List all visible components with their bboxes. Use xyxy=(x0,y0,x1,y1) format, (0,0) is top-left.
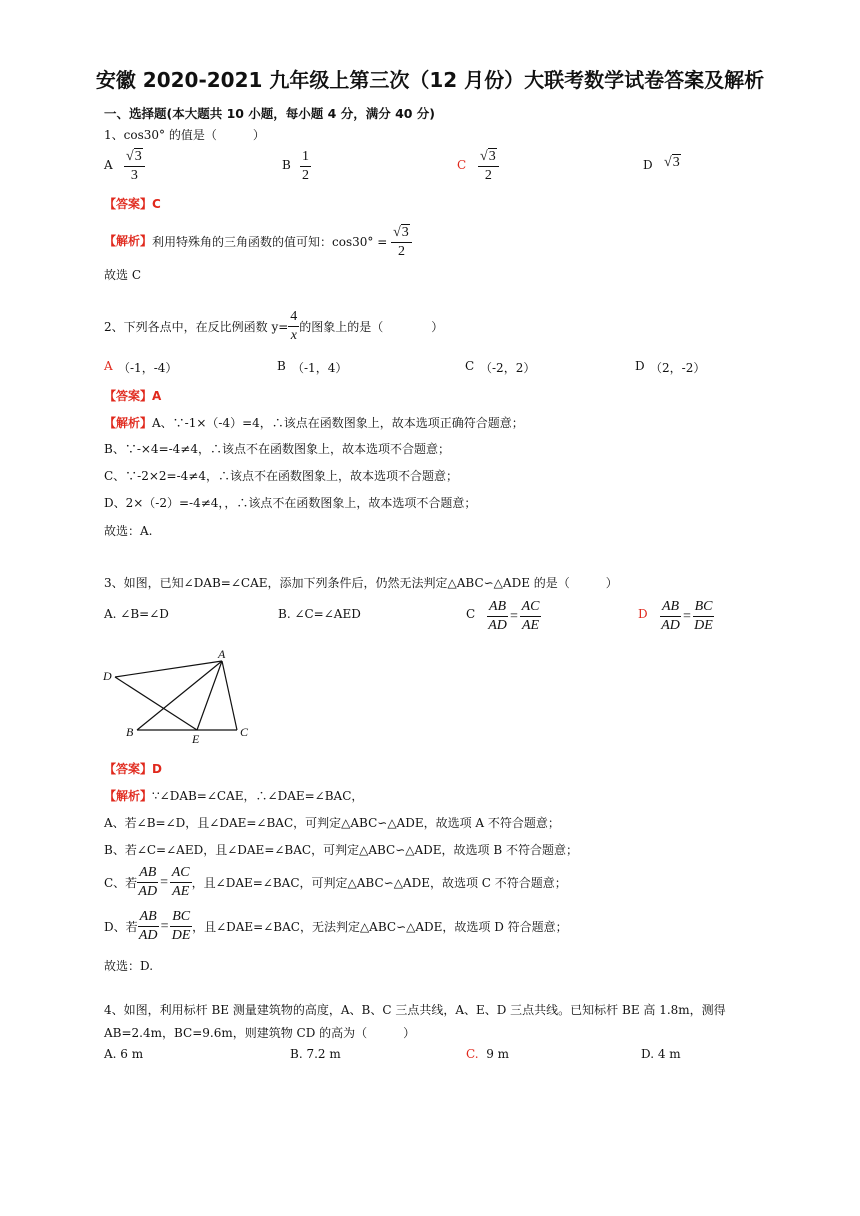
q2-analysis-a: 【解析】A、∵-1×（-4）=4，∴该点在函数图象上，故本选项正确符合题意； xyxy=(104,416,524,430)
q3-option-a: A. ∠B=∠D xyxy=(104,607,169,621)
q1-option-c-value: $\frac{√3}{2}$ xyxy=(478,148,499,183)
q1-option-b-label: B xyxy=(282,158,291,172)
q1-option-b-value: $\frac{1}{2}$ xyxy=(302,149,309,183)
q2-option-b-text: （-1，4） xyxy=(292,361,348,375)
q1-analysis: 【解析】利用特殊角的三角函数的值可知：cos30° = $\frac{√3}{2}$ xyxy=(104,224,412,259)
q3-analysis-b: B、若∠C=∠AED，且∠DAE=∠BAC，可判定△ABC∽△ADE，故选项 B 不符合题意； xyxy=(104,843,578,857)
q4-option-a: A. 6 m xyxy=(104,1047,144,1061)
q1-stem: 1、cos30° 的值是（ ） xyxy=(104,128,265,142)
q2-option-a-text: （-1，-4） xyxy=(118,361,178,375)
q3-label-a: A xyxy=(218,647,226,661)
q1-option-a-value: $\frac{√3}{3}$ xyxy=(124,148,145,183)
q4-option-b: B. 7.2 m xyxy=(290,1047,341,1061)
q4-option-c: C. 9 m xyxy=(466,1047,510,1061)
q2-option-c-label: C xyxy=(465,359,475,373)
q3-option-b: B. ∠C=∠AED xyxy=(278,607,361,621)
q2-option-b-label: B xyxy=(277,359,286,373)
q3-option-d-value: $\frac{AB}{AD}$ = $\frac{BC}{DE}$ xyxy=(661,599,713,633)
q2-option-d-text: （2，-2） xyxy=(650,361,706,375)
q3-option-c-label: C xyxy=(466,607,476,621)
q3-analysis-a: A、若∠B=∠D，且∠DAE=∠BAC，可判定△ABC∽△ADE，故选项 A 不符合题意； xyxy=(104,816,560,830)
q2-answer: 【答案】A xyxy=(104,389,162,403)
q2-conclusion: 故选：A. xyxy=(104,524,153,538)
q3-label-c: C xyxy=(240,725,249,739)
q1-answer: 【答案】C xyxy=(104,197,161,211)
q3-figure-lines xyxy=(115,661,237,730)
q3-option-d-label: D xyxy=(638,607,648,621)
q2-analysis-c: C、∵-2×2=-4≠4，∴该点不在函数图象上，故本选项不合题意； xyxy=(104,469,458,483)
q4-option-d: D. 4 m xyxy=(641,1047,681,1061)
q3-answer: 【答案】D xyxy=(104,762,162,776)
q1-conclusion: 故选 C xyxy=(104,268,141,282)
page-title: 安徽 2020-2021 九年级上第三次（12 月份）大联考数学试卷答案及解析 xyxy=(95,68,765,92)
q3-option-c-value: $\frac{AB}{AD}$ = $\frac{AC}{AE}$ xyxy=(488,599,540,633)
q4-stem-line2: AB=2.4m，BC=9.6m，则建筑物 CD 的高为（ ） xyxy=(104,1026,416,1040)
q2-analysis-b: B、∵-×4=-4≠4，∴该点不在函数图象上，故本选项不合题意； xyxy=(104,442,450,456)
q2-option-a-label: A xyxy=(104,359,113,373)
q3-label-b: B xyxy=(126,725,134,739)
q1-option-d-label: D xyxy=(643,158,653,172)
q3-label-d: D xyxy=(103,669,112,683)
q3-analysis: 【解析】∵∠DAB=∠CAE，∴∠DAE=∠BAC， xyxy=(104,789,364,803)
q4-stem-line1: 4、如图，利用标杆 BE 测量建筑物的高度，A、B、C 三点共线，A、E、D 三点共线。已知标杆 BE 高 1.8m，测得 xyxy=(104,1003,726,1017)
q3-analysis-c: C、若 $\frac{AB}{AD}$ = $\frac{AC}{AE}$ ，且∠DAE=∠BAC，可判定△ABC∽△ADE，故选项 C 不符合题意； xyxy=(104,865,567,899)
section-heading: 一、选择题(本大题共 10 小题，每小题 4 分，满分 40 分) xyxy=(104,106,436,121)
q1-option-d-value: √3 xyxy=(664,155,680,170)
q2-option-c-text: （-2，2） xyxy=(480,361,536,375)
q3-stem: 3、如图，已知∠DAB=∠CAE，添加下列条件后，仍然无法判定△ABC∽△ADE 的是（ ） xyxy=(104,576,618,590)
q2-option-d-label: D xyxy=(635,359,645,373)
q1-option-c-label: C xyxy=(457,158,467,172)
q2-stem: 2、下列各点中，在反比例函数 y= $\frac{4}{x}$ 的图象上的是（ ） xyxy=(104,309,444,343)
q3-label-e: E xyxy=(192,732,200,746)
q1-option-a-label: A xyxy=(104,158,113,172)
q3-analysis-d: D、若 $\frac{AB}{AD}$ = $\frac{BC}{DE}$ ，且∠DAE=∠BAC，无法判定△ABC∽△ADE，故选项 D 符合题意； xyxy=(104,909,568,943)
q2-analysis-d: D、2×（-2）=-4≠4，，∴该点不在函数图象上，故本选项不合题意； xyxy=(104,496,477,510)
q3-conclusion: 故选：D. xyxy=(104,959,154,973)
q3-figure xyxy=(96,646,266,750)
